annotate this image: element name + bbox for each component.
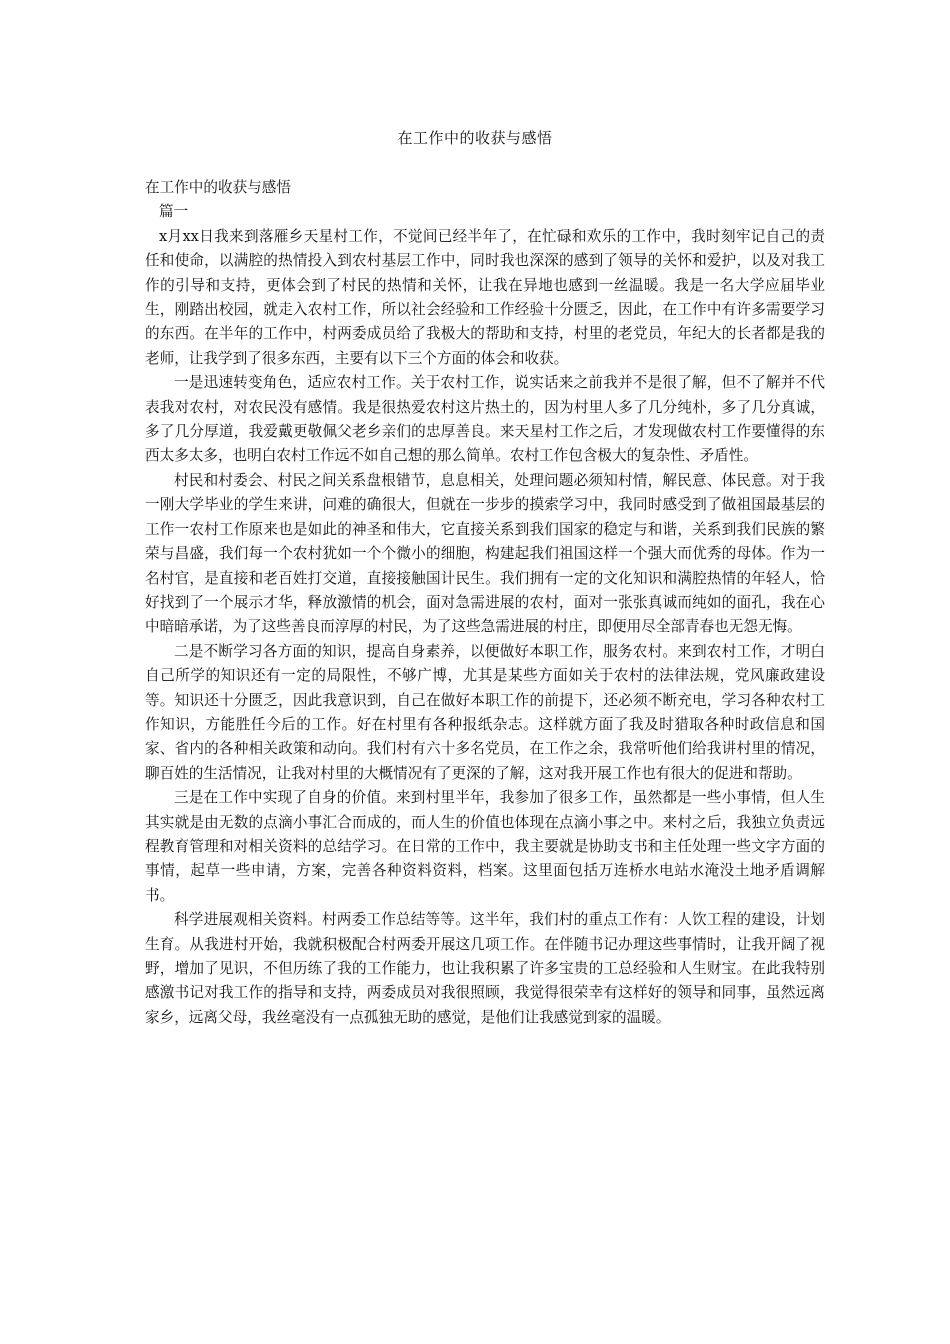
paragraph-2: 一是迅速转变角色，适应农村工作。关于农村工作，说实话来之前我并不是很了解，但不了解并不代表我对农村，对农民没有感情。我是很热爱农村这片热土的，因为村里人多了几分纯朴，多了几分真诚，多了几分厚道，我爱戴更敬佩父老乡亲们的忠厚善良。来天星村工作之后，才发现做农村工作要懂得的东西太多太多，也明白农村工作远不如自己想的那么简单。农村工作包含极大的复杂性、矛盾性。 [145,374,825,465]
paragraph-3: 村民和村委会、村民之间关系盘根错节，息息相关，处理问题必须知村情，解民意、体民意。对于我一刚大学毕业的学生来讲，问难的确很大，但就在一步步的摸索学习中，我同时感受到了做祖国最基层的工作一农村工作原来也是如此的神圣和伟大，它直接关系到我们国家的稳定与和谐，关系到我们民族的繁荣与昌盛，我们每一个农村犹如一个个微小的细胞，构建起我们祖国这样一个强大而优秀的母体。作为一名村官，是直接和老百姓打交道，直接接触国计民生。我们拥有一定的文化知识和满腔热情的年轻人，恰好找到了一个展示才华，释放激情的机会，面对急需进展的农村，面对一张张真诚而纯如的面孔，我在心中暗暗承诺，为了这些善良而淳厚的村民，为了这些急需进展的村庄，即便用尽全部青春也无怨无悔。 [145,471,825,636]
paragraph-1: x月xx日我来到落雁乡天星村工作，不觉间已经半年了，在忙碌和欢乐的工作中，我时刻牢记自己的责任和使命，以满腔的热情投入到农村基层工作中，同时我也深深的感到了领导的关怀和爱护，以及对我工作的引导和支持，更体会到了村民的热情和关怀，让我在异地也感到一丝温暖。我是一名大学应届毕业生，刚踏出校园，就走入农村工作，所以社会经验和工作经验十分匮乏，因此，在工作中有许多需要学习的东西。在半年的工作中，村两委成员给了我极大的帮助和支持，村里的老党员，年纪大的长者都是我的老师，让我学到了很多东西，主要有以下三个方面的体会和收获。 [145,227,825,367]
document-body [145,176,825,1030]
paragraph-5: 三是在工作中实现了自身的价值。来到村里半年，我参加了很多工作，虽然都是一些小事情，但人生其实就是由无数的点滴小事汇合而成的，而人生的价值也体现在点滴小事之中。来村之后，我独立负责远程教育管理和对相关资料的总结学习。在日常的工作中，我主要就是协助支书和主任处理一些文字方面的事情，起草一些申请，方案，完善各种资料资料，档案。这里面包括万连桥水电站水淹没土地矛盾调解书。 [145,789,825,904]
paragraph-4: 二是不断学习各方面的知识，提高自身素养，以便做好本职工作，服务农村。来到农村工作，才明白自己所学的知识还有一定的局限性，不够广博，尤其是某些方面如关于农村的法律法规，党风廉政建设等。知识还十分匮乏，因此我意识到，自己在做好本职工作的前提下，还必须不断充电，学习各种农村工作知识，方能胜任今后的工作。好在村里有各种报纸杂志。这样就方面了我及时猎取各种时政信息和国家、省内的各种相关政策和动向。我们村有六十多名党员，在工作之余，我常听他们给我讲村里的情况，聊百姓的生活情况，让我对村里的大概情况有了更深的了解，这对我开展工作也有很大的促进和帮助。 [145,642,825,782]
section-label: 篇一 [159,203,189,221]
document-title: 在工作中的收获与感悟 [397,129,553,147]
paragraph-6: 科学进展观相关资料。村两委工作总结等等。这半年，我们村的重点工作有：人饮工程的建设，计划生育。从我进村开始，我就积极配合村两委开展这几项工作。在伴随书记办理这些事情时，让我开阔了视野，增加了见识，不但历练了我的工作能力，也让我积累了许多宝贵的工总经验和人生财宝。在此我特别感激书记对我工作的指导和支持，两委成员对我很照顾，我觉得很荣幸有这样好的领导和同事，虽然远离家乡，远离父母，我丝毫没有一点孤独无助的感觉，是他们让我感觉到家的温暖。 [145,911,825,1026]
document-subtitle: 在工作中的收获与感悟 [145,179,291,196]
